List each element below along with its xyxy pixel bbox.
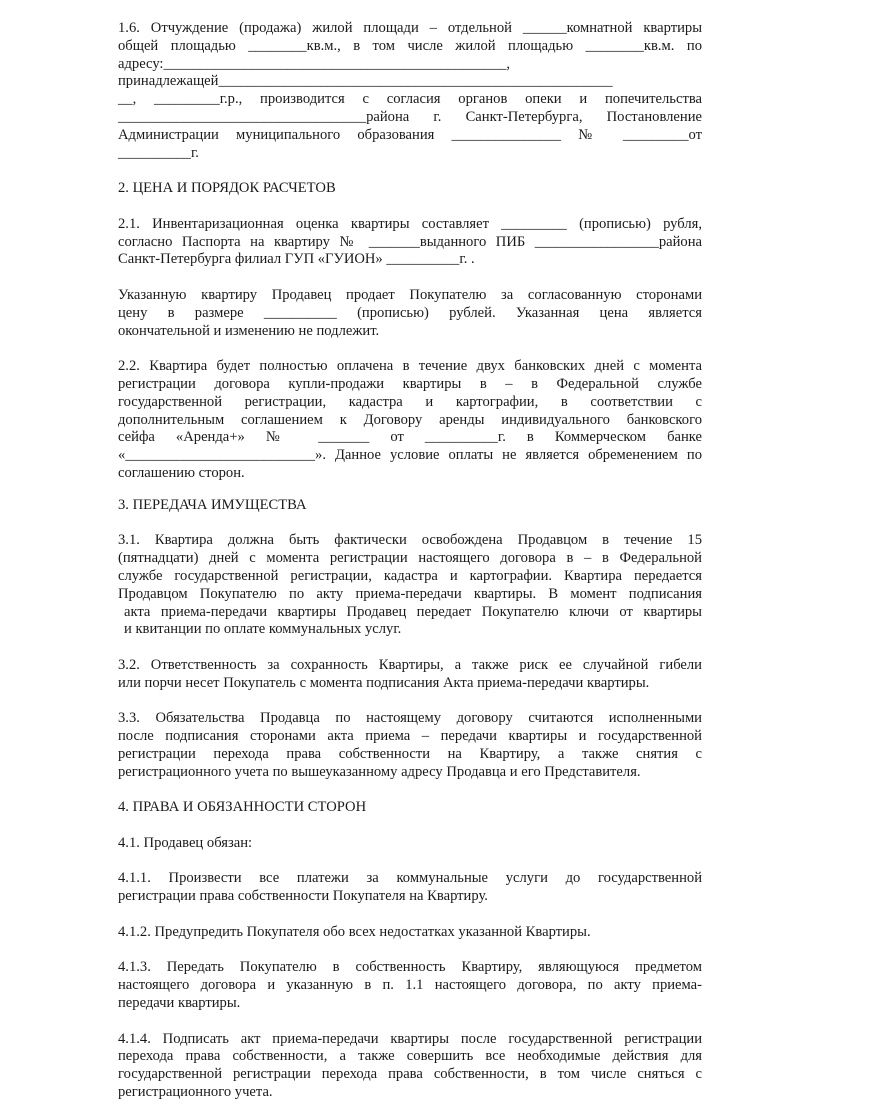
clause-3-3 [118, 710, 702, 781]
text-line: 1.6. Отчуждение (продажа) жилой площади – отдельной ______комнатной квартиры [118, 20, 702, 36]
section-heading-price: 2. ЦЕНА И ПОРЯДОК РАСЧЕТОВ [118, 180, 336, 197]
text-line: регистрации договора купли-продажи квартиры в – в Федеральной службе [118, 375, 702, 392]
clause-1-6 [118, 20, 702, 162]
text-line: регистрации перехода права собственности на Квартиру, а также снятия с [118, 745, 702, 762]
text-line: 4.1.1. Произвести все платежи за коммунальные услуги до государственной [118, 870, 702, 887]
section-heading-transfer: 3. ПЕРЕДАЧА ИМУЩЕСТВА [118, 496, 307, 513]
clause-4-1-4 [118, 1031, 702, 1102]
text-line: 4.1.4. Подписать акт приема-передачи квартиры после государственной регистрации [118, 1030, 702, 1047]
clause-3-1 [118, 532, 702, 639]
text-line: настоящего договора и указанную в п. 1.1 настоящего договора, по акту приема- [118, 977, 702, 994]
text-line: Санкт-Петербурга филиал ГУП «ГУИОН» __________г. . [118, 251, 475, 268]
text-line: службе государственной регистрации, кадастра и картографии. Квартира передается [118, 567, 702, 584]
text-line: Администрации муниципального образования _______________ № _________от [118, 126, 702, 143]
clause-2-1-price [118, 287, 702, 340]
text-line: акта приема-передачи квартиры Продавец передает Покупателю ключи от квартиры [124, 603, 702, 620]
clause-4-1: 4.1. Продавец обязан: [118, 834, 253, 851]
text-line: Продавцом Покупателю по акту приема-передачи квартиры. В момент подписания [118, 585, 702, 602]
text-line: __________________________________района г. Санкт-Петербурга, Постановление [118, 108, 702, 125]
text-line: после подписания сторонами акта приема – передачи квартиры и государственной [118, 728, 702, 745]
clause-3-2 [118, 657, 702, 693]
section-heading-rights: 4. ПРАВА И ОБЯЗАННОСТИ СТОРОН [118, 799, 367, 816]
text-line: __, _________г.р., производится с согласия органов опеки и попечительства [118, 91, 702, 108]
text-line: общей площадью ________кв.м., в том числе жилой площадью ________кв.м. по [118, 37, 702, 54]
text-line: окончательной и изменению не подлежит. [118, 322, 380, 339]
text-line: регистрации права собственности Покупателя на Квартиру. [118, 888, 488, 905]
text-line: 2.2. Квартира будет полностью оплачена в течение двух банковских дней с момента [118, 358, 702, 375]
text-line: 3.1. Квартира должна быть фактически освобождена Продавцом в течение 15 [118, 532, 702, 549]
text-line: и квитанции по оплате коммунальных услуг. [124, 621, 402, 638]
clause-4-1-3 [118, 959, 702, 1012]
text-line: цену в размере __________ (прописью) рублей. Указанная цена является [118, 304, 702, 321]
text-line: государственной регистрации, кадастра и картографии, в соответствии с [118, 393, 702, 410]
text-line: 3.3. Обязательства Продавца по настоящему договору считаются исполненными [118, 710, 702, 727]
text-line: или порчи несет Покупатель с момента подписания Акта приема-передачи квартиры. [118, 674, 650, 691]
contract-document [118, 20, 702, 1102]
text-line: согласно Паспорта на квартиру № _______выданного ПИБ _________________района [118, 233, 702, 250]
text-line: принадлежащей______________________________________________________ [118, 73, 613, 90]
text-line: передачи квартиры. [118, 995, 241, 1012]
text-line: адресу:_______________________________________________, [118, 55, 511, 72]
text-line: 4.1.3. Передать Покупателю в собственность Квартиру, являющуюся предметом [118, 959, 702, 976]
text-line: перехода права собственности, а также совершить все необходимые действия для [118, 1048, 702, 1065]
text-line: государственной регистрации перехода права собственности, в том числе сняться с [118, 1066, 702, 1083]
clause-4-1-1 [118, 870, 702, 906]
text-line: сейфа «Аренда+» № _______ от __________г. в Коммерческом банке [118, 429, 702, 446]
text-line: «__________________________». Данное условие оплаты не является обременением по [118, 447, 702, 464]
clause-2-1 [118, 216, 702, 269]
clause-2-2 [118, 358, 702, 483]
clause-4-1-2: 4.1.2. Предупредить Покупателя обо всех недостатках указанной Квартиры. [118, 923, 591, 940]
text-line: Указанную квартиру Продавец продает Покупателю за согласованную сторонами [118, 286, 702, 303]
text-line: (пятнадцати) дней с момента регистрации настоящего договора в – в Федеральной [118, 550, 702, 567]
text-line: регистрационного учета. [118, 1084, 273, 1101]
text-line: 3.2. Ответственность за сохранность Квартиры, а также риск ее случайной гибели [118, 656, 702, 673]
text-line: дополнительным соглашением к Договору аренды индивидуального банковского [118, 411, 702, 428]
text-line: регистрационного учета по вышеуказанному адресу Продавца и его Представителя. [118, 763, 641, 780]
text-line: соглашению сторон. [118, 464, 245, 481]
text-line: __________г. [118, 144, 199, 161]
text-line: 2.1. Инвентаризационная оценка квартиры составляет _________ (прописью) рубля, [118, 215, 702, 232]
